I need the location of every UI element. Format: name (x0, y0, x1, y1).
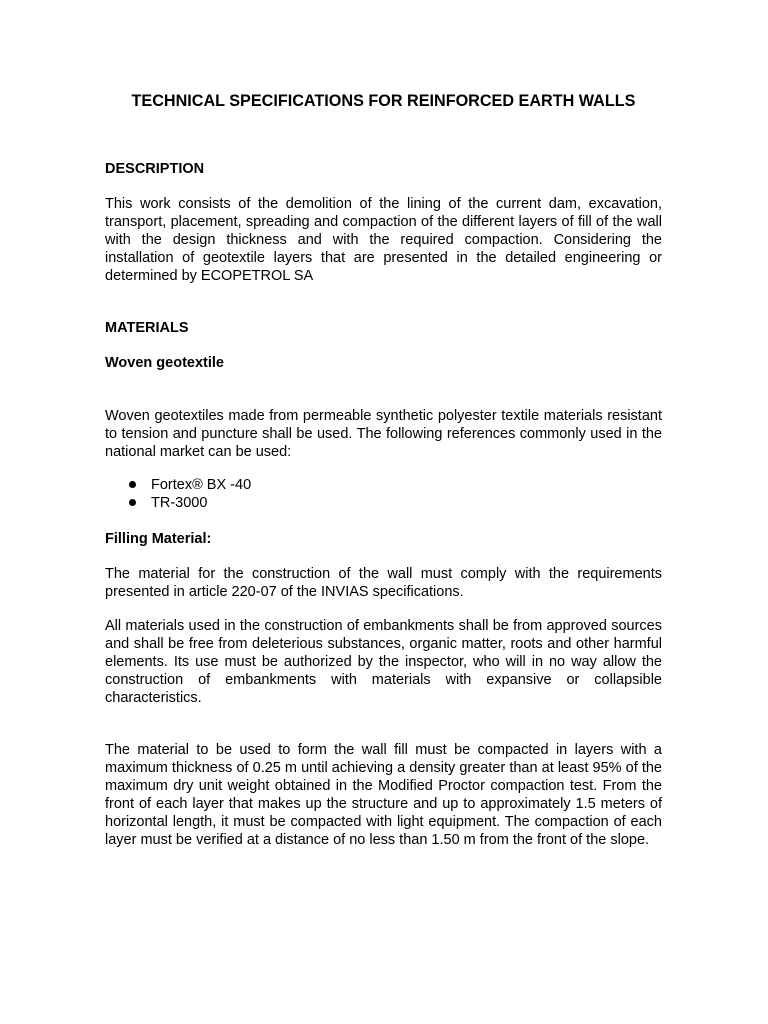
description-paragraph: This work consists of the demolition of the lining of the current dam, excavation, transport, placement, spreading and compaction of the different layers of fill of the wall with the design thickness and with the required compaction. Considering the installation of geotextile layers that are presented in the detailed engineering or determined by ECOPETROL SA (105, 196, 662, 284)
woven-geotextile-heading: Woven geotextile (105, 355, 224, 371)
list-item (105, 476, 251, 494)
materials-heading: MATERIALS (105, 320, 189, 336)
bullet-icon (129, 481, 136, 488)
geotextile-reference-list (105, 476, 251, 512)
filling-material-paragraph-3: The material to be used to form the wall fill must be compacted in layers with a maximum thickness of 0.25 m until achieving a density greater than at least 95% of the maximum dry unit weight obtained in the Modified Proctor compaction test. From the front of each layer that makes up the structure and up to approximately 1.5 meters of horizontal length, it must be compacted with light equipment. The compaction of each layer must be verified at a distance of no less than 1.50 m from the front of the slope. (105, 742, 662, 848)
filling-material-paragraph-2: All materials used in the construction of embankments shall be from approved sources and shall be free from deleterious substances, organic matter, roots and other harmful elements. Its use must be authorized by the inspector, who will in no way allow the construction of embankments with materials with expansive or collapsible characteristics. (105, 618, 662, 706)
woven-geotextile-paragraph: Woven geotextiles made from permeable synthetic polyester textile materials resistant to tension and puncture shall be used. The following references commonly used in the national market can be used: (105, 408, 662, 460)
bullet-icon (129, 499, 136, 506)
list-item-label: Fortex® BX -40 (151, 477, 252, 493)
list-item-label: TR-3000 (151, 495, 208, 511)
filling-material-heading: Filling Material: (105, 531, 212, 547)
list-item (105, 494, 251, 512)
document-title: TECHNICAL SPECIFICATIONS FOR REINFORCED EARTH WALLS (131, 92, 636, 110)
description-heading: DESCRIPTION (105, 161, 205, 177)
filling-material-paragraph-1: The material for the construction of the wall must comply with the requirements presented in article 220-07 of the INVIAS specifications. (105, 566, 662, 600)
